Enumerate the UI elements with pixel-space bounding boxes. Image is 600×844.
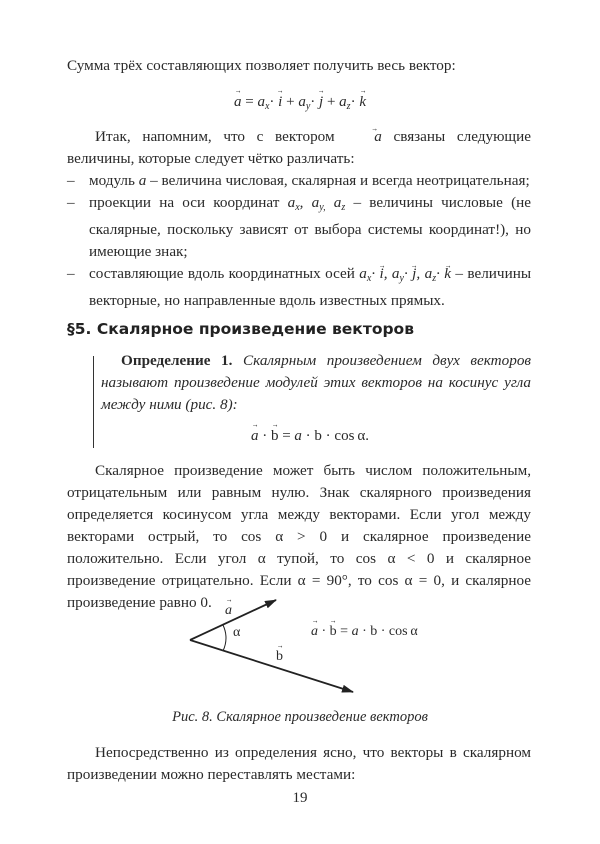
figure-formula: → a · → b = a · b · cos α — [311, 624, 418, 640]
section-heading: §5. Скалярное произведение векторов — [67, 320, 415, 338]
label-vector-a: → a — [225, 603, 232, 619]
vectors-angle-svg — [170, 590, 450, 705]
page-number: 19 — [292, 790, 308, 806]
vector-sum-formula: → $a = a_x\cdot \to i + a_y\cdot \to j + a_z\cdot \to k$ — [0, 94, 600, 112]
label-alpha: α — [233, 625, 241, 640]
definition-formula: → a · → b = a · b · cos α. — [10, 428, 600, 445]
intro-line: Сумма трёх составляющих позволяет получить весь вектор: — [67, 57, 456, 74]
figure-caption: Рис. 8. Скалярное произведение векторов — [172, 709, 428, 725]
angle-arc — [223, 625, 226, 651]
recap-paragraph: Итак, напомним, что с вектором → a связаны следующие величины, которые следует чётко различать: — [67, 126, 531, 170]
vector-b-arrow — [190, 640, 353, 692]
closing-paragraph: Непосредственно из определения ясно, что векторы в скалярном произведении можно переставлять местами: — [67, 744, 531, 783]
list-item: – составляющие вдоль координатных осей $a_x\cdot \to i$, $a_y\cdot \to j$, $a_z\cdot \to k$ – величины векторные, но направленные вдоль известных прямых. — [67, 263, 531, 312]
list-item: – проекции на оси координат $a_x$, $a_{y,}$ $a_z$ – величины числовые (не скалярные, поскольку зависят от выбора системы координат!), но имеющие знак; — [67, 194, 531, 260]
quantities-list — [67, 170, 531, 312]
list-item: – модуль a – величина числовая, скалярная и всегда неотрицательная; — [67, 172, 530, 189]
label-vector-b: → b — [276, 649, 283, 665]
figure-8-diagram — [170, 590, 450, 705]
sign-paragraph: Скалярное произведение может быть числом положительным, отрицательным или равным нулю. Знак скалярного произведения определяется косинусом угла между векторами. Если угол между векторами острый, то cos α > 0 и скалярное произведение положительно. Если угол α тупой, то cos α < 0 и скалярное произведение отрицательно. Если α = 90°, то cos α = 0, и скалярное произведение равно 0. — [67, 462, 531, 611]
definition-text: Определение 1. Скалярным произведением двух векторов называют произведение модулей этих векторов на косинус угла между ними (рис. 8): — [101, 352, 532, 413]
